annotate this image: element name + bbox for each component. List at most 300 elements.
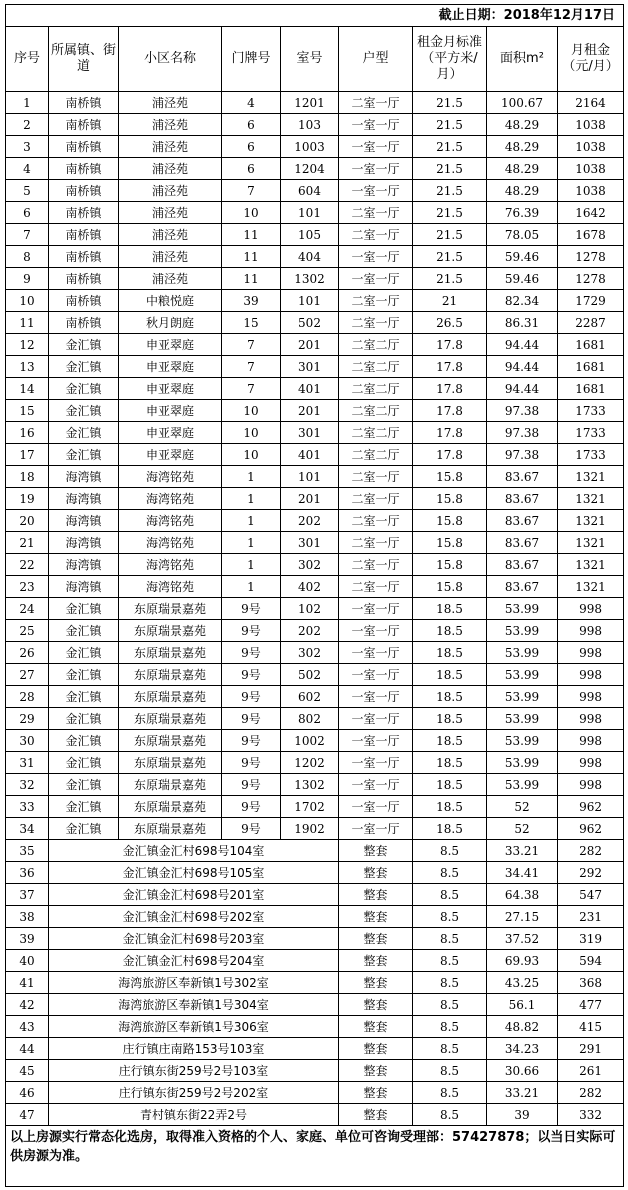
cell-rate: 18.5	[413, 686, 487, 708]
cell-area: 53.99	[487, 664, 558, 686]
table-row	[6, 1060, 624, 1082]
cell-area: 83.67	[487, 510, 558, 532]
table-row	[6, 576, 624, 598]
cell-layout: 二室二厅	[339, 378, 413, 400]
table-row	[6, 268, 624, 290]
cell-seq: 42	[6, 994, 49, 1016]
cell-building: 11	[222, 246, 281, 268]
cell-town: 南桥镇	[49, 290, 119, 312]
cell-seq: 43	[6, 1016, 49, 1038]
cell-area: 48.29	[487, 114, 558, 136]
cell-rent: 1321	[558, 466, 624, 488]
cell-rent: 1681	[558, 378, 624, 400]
table-row	[6, 334, 624, 356]
cell-area: 59.46	[487, 268, 558, 290]
cell-layout: 一室一厅	[339, 268, 413, 290]
title-row	[6, 5, 624, 27]
cell-rent: 1321	[558, 510, 624, 532]
cell-rent: 1038	[558, 180, 624, 202]
cell-rent: 1321	[558, 576, 624, 598]
cell-room: 101	[281, 466, 339, 488]
cell-layout: 一室一厅	[339, 136, 413, 158]
cell-area: 83.67	[487, 554, 558, 576]
table-row	[6, 114, 624, 136]
cell-seq: 47	[6, 1104, 49, 1126]
cell-room: 1202	[281, 752, 339, 774]
cell-room: 1902	[281, 818, 339, 840]
table-row	[6, 840, 624, 862]
cell-seq: 1	[6, 92, 49, 114]
cell-building: 9号	[222, 620, 281, 642]
cell-layout: 一室一厅	[339, 114, 413, 136]
cell-town: 南桥镇	[49, 202, 119, 224]
cell-town: 金汇镇	[49, 730, 119, 752]
table-row	[6, 620, 624, 642]
cell-rate: 8.5	[413, 884, 487, 906]
cell-building: 11	[222, 224, 281, 246]
cell-layout: 二室一厅	[339, 202, 413, 224]
cell-rate: 21.5	[413, 92, 487, 114]
table-body	[6, 5, 624, 1187]
cell-town: 海湾镇	[49, 488, 119, 510]
cell-building: 39	[222, 290, 281, 312]
cell-rent: 998	[558, 752, 624, 774]
cell-seq: 34	[6, 818, 49, 840]
cell-rent: 962	[558, 818, 624, 840]
cell-building: 7	[222, 334, 281, 356]
header-community: 小区名称	[119, 27, 222, 92]
cell-building: 10	[222, 400, 281, 422]
cell-room: 101	[281, 202, 339, 224]
cell-address: 金汇镇金汇村698号204室	[49, 950, 339, 972]
cell-layout: 二室一厅	[339, 488, 413, 510]
cell-building: 9号	[222, 774, 281, 796]
table-row	[6, 92, 624, 114]
cell-rent: 261	[558, 1060, 624, 1082]
cell-rate: 18.5	[413, 664, 487, 686]
cell-rate: 21.5	[413, 224, 487, 246]
cell-rent: 547	[558, 884, 624, 906]
cell-room: 802	[281, 708, 339, 730]
cell-rent: 332	[558, 1104, 624, 1126]
cell-layout: 一室一厅	[339, 158, 413, 180]
cell-building: 6	[222, 158, 281, 180]
cell-seq: 37	[6, 884, 49, 906]
cell-area: 64.38	[487, 884, 558, 906]
cell-building: 10	[222, 444, 281, 466]
cell-layout: 二室二厅	[339, 356, 413, 378]
footer-note: 以上房源实行常态化选房，取得准入资格的个人、家庭、单位可咨询受理部：57427878；以当日实际可供房源为准。	[6, 1126, 624, 1187]
cell-area: 97.38	[487, 444, 558, 466]
table-row	[6, 224, 624, 246]
cell-rate: 21.5	[413, 268, 487, 290]
cell-rate: 17.8	[413, 400, 487, 422]
cell-address: 金汇镇金汇村698号104室	[49, 840, 339, 862]
cell-room: 105	[281, 224, 339, 246]
cell-building: 9号	[222, 686, 281, 708]
cell-rent: 368	[558, 972, 624, 994]
header-rent: 月租金（元/月）	[558, 27, 624, 92]
cell-town: 南桥镇	[49, 180, 119, 202]
cell-seq: 5	[6, 180, 49, 202]
table-row	[6, 444, 624, 466]
cell-area: 53.99	[487, 752, 558, 774]
cell-rent: 998	[558, 774, 624, 796]
cell-community: 浦泾苑	[119, 268, 222, 290]
cell-area: 34.41	[487, 862, 558, 884]
cell-layout: 一室一厅	[339, 752, 413, 774]
cell-seq: 18	[6, 466, 49, 488]
table-row	[6, 158, 624, 180]
cell-seq: 22	[6, 554, 49, 576]
cell-town: 金汇镇	[49, 642, 119, 664]
table-row	[6, 378, 624, 400]
cell-area: 33.21	[487, 1082, 558, 1104]
cell-area: 52	[487, 818, 558, 840]
cell-area: 83.67	[487, 532, 558, 554]
cell-community: 浦泾苑	[119, 136, 222, 158]
cell-room: 103	[281, 114, 339, 136]
cell-community: 海湾铭苑	[119, 488, 222, 510]
cell-rate: 8.5	[413, 1082, 487, 1104]
cell-seq: 45	[6, 1060, 49, 1082]
header-area: 面积m²	[487, 27, 558, 92]
cell-town: 南桥镇	[49, 114, 119, 136]
cell-community: 申亚翠庭	[119, 334, 222, 356]
table-row	[6, 400, 624, 422]
cell-layout: 一室一厅	[339, 664, 413, 686]
cell-building: 10	[222, 422, 281, 444]
cell-layout: 整套	[339, 1082, 413, 1104]
cell-town: 南桥镇	[49, 268, 119, 290]
cell-rate: 8.5	[413, 1038, 487, 1060]
table-row	[6, 862, 624, 884]
cell-seq: 4	[6, 158, 49, 180]
cell-rate: 18.5	[413, 796, 487, 818]
table-row	[6, 950, 624, 972]
cell-area: 48.82	[487, 1016, 558, 1038]
cell-seq: 15	[6, 400, 49, 422]
table-row	[6, 510, 624, 532]
cell-seq: 14	[6, 378, 49, 400]
cell-town: 金汇镇	[49, 818, 119, 840]
cell-room: 1201	[281, 92, 339, 114]
cell-address: 青村镇东街22弄2号	[49, 1104, 339, 1126]
cell-room: 202	[281, 620, 339, 642]
cell-building: 1	[222, 554, 281, 576]
cell-town: 金汇镇	[49, 356, 119, 378]
cell-layout: 整套	[339, 950, 413, 972]
cell-building: 9号	[222, 664, 281, 686]
cell-area: 56.1	[487, 994, 558, 1016]
table-row	[6, 752, 624, 774]
table-row	[6, 488, 624, 510]
cell-area: 86.31	[487, 312, 558, 334]
cell-rent: 998	[558, 708, 624, 730]
cell-rent: 2287	[558, 312, 624, 334]
table-row	[6, 906, 624, 928]
cell-building: 7	[222, 378, 281, 400]
cell-area: 78.05	[487, 224, 558, 246]
cell-rent: 1038	[558, 158, 624, 180]
table-row	[6, 466, 624, 488]
cell-rent: 282	[558, 1082, 624, 1104]
cell-area: 52	[487, 796, 558, 818]
table-row	[6, 708, 624, 730]
cell-layout: 二室一厅	[339, 510, 413, 532]
cell-layout: 一室一厅	[339, 246, 413, 268]
header-row	[6, 27, 624, 92]
cell-seq: 44	[6, 1038, 49, 1060]
table-row	[6, 796, 624, 818]
header-rate: 租金月标准（平方米/月）	[413, 27, 487, 92]
cell-area: 37.52	[487, 928, 558, 950]
cell-community: 东原瑞景嘉苑	[119, 664, 222, 686]
cell-rent: 998	[558, 730, 624, 752]
table-row	[6, 818, 624, 840]
cell-rate: 17.8	[413, 444, 487, 466]
cell-building: 11	[222, 268, 281, 290]
cell-rate: 21.5	[413, 246, 487, 268]
cell-rate: 21.5	[413, 202, 487, 224]
cell-area: 30.66	[487, 1060, 558, 1082]
table-row	[6, 246, 624, 268]
cell-rate: 8.5	[413, 862, 487, 884]
cell-rate: 8.5	[413, 972, 487, 994]
cell-layout: 整套	[339, 906, 413, 928]
cell-layout: 整套	[339, 928, 413, 950]
header-room: 室号	[281, 27, 339, 92]
housing-table	[5, 4, 624, 1187]
cell-area: 53.99	[487, 686, 558, 708]
cell-building: 4	[222, 92, 281, 114]
cell-town: 南桥镇	[49, 136, 119, 158]
cell-area: 83.67	[487, 576, 558, 598]
cell-rate: 17.8	[413, 378, 487, 400]
cell-rent: 1642	[558, 202, 624, 224]
cell-seq: 38	[6, 906, 49, 928]
cell-building: 10	[222, 202, 281, 224]
cell-community: 申亚翠庭	[119, 400, 222, 422]
cell-room: 402	[281, 576, 339, 598]
cell-room: 1003	[281, 136, 339, 158]
cell-seq: 6	[6, 202, 49, 224]
cell-rent: 319	[558, 928, 624, 950]
table-row	[6, 202, 624, 224]
cell-seq: 32	[6, 774, 49, 796]
cell-address: 金汇镇金汇村698号202室	[49, 906, 339, 928]
cell-address: 金汇镇金汇村698号203室	[49, 928, 339, 950]
cell-layout: 二室一厅	[339, 290, 413, 312]
table-row	[6, 1082, 624, 1104]
cell-room: 301	[281, 422, 339, 444]
cell-layout: 一室一厅	[339, 818, 413, 840]
cell-seq: 25	[6, 620, 49, 642]
cell-room: 1002	[281, 730, 339, 752]
cell-building: 9号	[222, 752, 281, 774]
cell-area: 39	[487, 1104, 558, 1126]
table-row	[6, 928, 624, 950]
cell-community: 秋月朗庭	[119, 312, 222, 334]
cell-rate: 18.5	[413, 818, 487, 840]
cell-seq: 36	[6, 862, 49, 884]
cell-community: 申亚翠庭	[119, 444, 222, 466]
cell-rate: 21.5	[413, 114, 487, 136]
cell-community: 东原瑞景嘉苑	[119, 730, 222, 752]
cell-address: 海湾旅游区奉新镇1号306室	[49, 1016, 339, 1038]
cell-community: 浦泾苑	[119, 224, 222, 246]
table-row	[6, 290, 624, 312]
cell-town: 金汇镇	[49, 444, 119, 466]
cell-room: 401	[281, 444, 339, 466]
cell-building: 7	[222, 356, 281, 378]
cell-area: 97.38	[487, 422, 558, 444]
cell-rent: 291	[558, 1038, 624, 1060]
cell-seq: 26	[6, 642, 49, 664]
cell-room: 201	[281, 400, 339, 422]
cell-community: 东原瑞景嘉苑	[119, 642, 222, 664]
cell-rate: 18.5	[413, 642, 487, 664]
cell-rate: 18.5	[413, 752, 487, 774]
cell-area: 53.99	[487, 708, 558, 730]
cell-rent: 1733	[558, 444, 624, 466]
table-row	[6, 1038, 624, 1060]
cell-town: 金汇镇	[49, 752, 119, 774]
cell-town: 海湾镇	[49, 532, 119, 554]
cell-layout: 整套	[339, 862, 413, 884]
cell-seq: 12	[6, 334, 49, 356]
cell-town: 金汇镇	[49, 774, 119, 796]
cell-building: 9号	[222, 708, 281, 730]
table-row	[6, 664, 624, 686]
cell-area: 83.67	[487, 466, 558, 488]
cell-address: 庄行镇东街259号2号202室	[49, 1082, 339, 1104]
cell-layout: 二室二厅	[339, 334, 413, 356]
table-row	[6, 686, 624, 708]
cell-room: 401	[281, 378, 339, 400]
cell-building: 9号	[222, 642, 281, 664]
cell-seq: 11	[6, 312, 49, 334]
cell-room: 302	[281, 642, 339, 664]
cell-rate: 21.5	[413, 158, 487, 180]
cell-community: 浦泾苑	[119, 114, 222, 136]
cell-room: 502	[281, 664, 339, 686]
cell-area: 97.38	[487, 400, 558, 422]
cell-town: 南桥镇	[49, 312, 119, 334]
cell-room: 604	[281, 180, 339, 202]
cell-rent: 477	[558, 994, 624, 1016]
cell-seq: 2	[6, 114, 49, 136]
cell-rate: 15.8	[413, 576, 487, 598]
cell-rent: 1678	[558, 224, 624, 246]
cell-area: 94.44	[487, 334, 558, 356]
cell-seq: 3	[6, 136, 49, 158]
cell-rent: 1321	[558, 532, 624, 554]
cell-building: 6	[222, 114, 281, 136]
cell-layout: 一室一厅	[339, 642, 413, 664]
cell-area: 53.99	[487, 620, 558, 642]
cell-room: 1302	[281, 268, 339, 290]
cell-layout: 二室一厅	[339, 312, 413, 334]
cell-rate: 18.5	[413, 730, 487, 752]
cell-seq: 33	[6, 796, 49, 818]
cell-area: 76.39	[487, 202, 558, 224]
cell-area: 34.23	[487, 1038, 558, 1060]
cell-rate: 21.5	[413, 136, 487, 158]
cell-rate: 17.8	[413, 422, 487, 444]
cell-rent: 962	[558, 796, 624, 818]
cell-layout: 二室一厅	[339, 466, 413, 488]
cell-seq: 21	[6, 532, 49, 554]
cell-room: 301	[281, 356, 339, 378]
cell-rate: 18.5	[413, 774, 487, 796]
cell-layout: 二室一厅	[339, 532, 413, 554]
cell-rate: 8.5	[413, 840, 487, 862]
cell-seq: 7	[6, 224, 49, 246]
cell-rate: 21	[413, 290, 487, 312]
cell-community: 申亚翠庭	[119, 422, 222, 444]
cell-layout: 二室一厅	[339, 224, 413, 246]
cell-layout: 整套	[339, 972, 413, 994]
cell-layout: 整套	[339, 1038, 413, 1060]
cell-layout: 二室二厅	[339, 444, 413, 466]
cell-layout: 二室一厅	[339, 92, 413, 114]
cell-community: 东原瑞景嘉苑	[119, 620, 222, 642]
cell-seq: 28	[6, 686, 49, 708]
cell-seq: 23	[6, 576, 49, 598]
cell-rate: 26.5	[413, 312, 487, 334]
cell-room: 1204	[281, 158, 339, 180]
table-row	[6, 422, 624, 444]
table-row	[6, 730, 624, 752]
cell-layout: 一室一厅	[339, 180, 413, 202]
cell-layout: 二室二厅	[339, 400, 413, 422]
cell-town: 海湾镇	[49, 466, 119, 488]
cell-area: 27.15	[487, 906, 558, 928]
cell-town: 海湾镇	[49, 576, 119, 598]
cell-seq: 35	[6, 840, 49, 862]
cell-rent: 1729	[558, 290, 624, 312]
cell-town: 金汇镇	[49, 796, 119, 818]
cell-town: 南桥镇	[49, 158, 119, 180]
cell-building: 9号	[222, 818, 281, 840]
cell-room: 404	[281, 246, 339, 268]
header-town: 所属镇、街道	[49, 27, 119, 92]
cell-building: 9号	[222, 730, 281, 752]
cell-rate: 8.5	[413, 1060, 487, 1082]
cell-seq: 29	[6, 708, 49, 730]
cell-rent: 998	[558, 642, 624, 664]
cell-area: 94.44	[487, 378, 558, 400]
cell-community: 海湾铭苑	[119, 466, 222, 488]
cell-area: 48.29	[487, 180, 558, 202]
cell-area: 48.29	[487, 136, 558, 158]
cell-town: 金汇镇	[49, 334, 119, 356]
cell-community: 申亚翠庭	[119, 356, 222, 378]
cell-room: 302	[281, 554, 339, 576]
cell-community: 中粮悦庭	[119, 290, 222, 312]
cell-room: 102	[281, 598, 339, 620]
cell-community: 海湾铭苑	[119, 532, 222, 554]
table-row	[6, 356, 624, 378]
header-seq: 序号	[6, 27, 49, 92]
cell-rate: 8.5	[413, 994, 487, 1016]
table-row	[6, 180, 624, 202]
cell-area: 100.67	[487, 92, 558, 114]
table-row	[6, 994, 624, 1016]
table-row	[6, 1016, 624, 1038]
cell-town: 金汇镇	[49, 664, 119, 686]
